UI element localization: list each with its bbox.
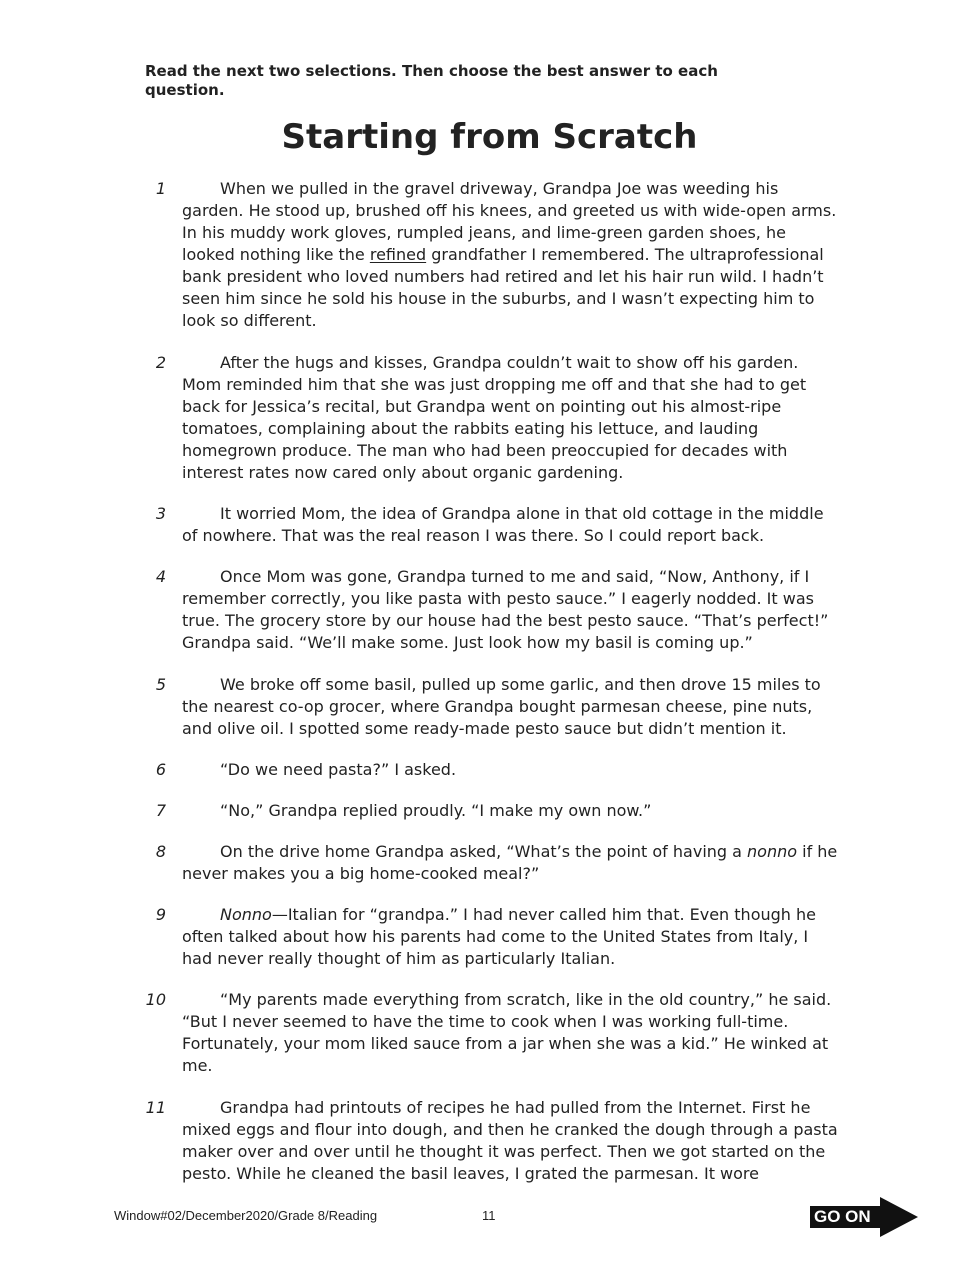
go-on-arrow xyxy=(810,1197,920,1237)
italic-word: Nonno xyxy=(220,905,272,924)
paragraph xyxy=(140,566,840,654)
paragraph-number: 8 xyxy=(155,842,166,861)
paragraph-text xyxy=(182,759,840,781)
paragraph-text-segment: “Do we need pasta?” I asked. xyxy=(220,760,457,779)
paragraph-number: 7 xyxy=(155,801,166,820)
go-on-label: GO ON xyxy=(814,1207,871,1226)
paragraph xyxy=(140,841,840,885)
paragraph xyxy=(140,674,840,740)
paragraph-number: 9 xyxy=(155,905,166,924)
paragraph xyxy=(140,1097,840,1185)
paragraph-text-segment: We broke off some basil, pulled up some garlic, and then drove 15 miles to the nearest co-op grocer, where Grandpa bought parmesan cheese, pine nuts, and olive oil. I spotted some ready-made pesto sauce but didn’t mention it. xyxy=(182,675,821,738)
paragraph-text xyxy=(182,352,840,484)
paragraph-text xyxy=(182,674,840,740)
paragraph-text-segment: if he never makes you a big home-cooked meal?” xyxy=(182,842,838,883)
paragraph xyxy=(140,800,840,822)
paragraph-text xyxy=(182,503,840,547)
paragraph-text xyxy=(182,178,840,332)
paragraph-text-segment: “My parents made everything from scratch, like in the old country,” he said. “But I never seemed to have the time to cook when I was working full-time. Fortunately, your mom liked sauce from a jar when she was a kid.” He winked at me. xyxy=(182,990,832,1075)
paragraph-text xyxy=(182,566,840,654)
paragraph-text-segment: Once Mom was gone, Grandpa turned to me and said, “Now, Anthony, if I remember correctly, you like pasta with pesto sauce.” I eagerly nodded. It was true. The grocery store by our house had the best pesto sauce. “That’s perfect!” Grandpa said. “We’ll make some. Just look how my basil is coming up.” xyxy=(182,567,829,652)
paragraph xyxy=(140,178,840,332)
paragraph xyxy=(140,503,840,547)
paragraph xyxy=(140,904,840,970)
paragraph-text xyxy=(182,904,840,970)
paragraph-text xyxy=(182,841,840,885)
paragraph xyxy=(140,759,840,781)
paragraph-number: 6 xyxy=(155,760,166,779)
paragraph-text-segment: grandfather I remembered. The ultraprofessional bank president who loved numbers had retired and let his hair run wild. I hadn’t seen him since he sold his house in the suburbs, and I wasn’t expecting him to look so different. xyxy=(182,245,824,330)
paragraph xyxy=(140,352,840,484)
paragraph-text-segment: It worried Mom, the idea of Grandpa alone in that old cottage in the middle of nowhere. That was the real reason I was there. So I could report back. xyxy=(182,504,824,545)
paragraph-text-segment: “No,” Grandpa replied proudly. “I make my own now.” xyxy=(220,801,652,820)
italic-word: nonno xyxy=(747,842,798,861)
paragraph-number: 1 xyxy=(155,179,166,198)
paragraph-text-segment: —Italian for “grandpa.” I had never called him that. Even though he often talked about how his parents had come to the United States from Italy, I had never really thought of him as particularly Italian. xyxy=(182,905,816,968)
underlined-word: refined xyxy=(369,245,427,264)
paragraph-number: 3 xyxy=(155,504,166,523)
paragraph-number: 2 xyxy=(155,353,166,372)
paragraph-text xyxy=(182,989,840,1077)
paragraph-number: 5 xyxy=(155,675,166,694)
paragraph xyxy=(140,989,840,1077)
paragraph-number: 11 xyxy=(145,1098,166,1117)
paragraph-text-segment: Grandpa had printouts of recipes he had pulled from the Internet. First he mixed eggs and flour into dough, and then he cranked the dough through a pasta maker over and over until he thought it was perfect. Then we got started on the pesto. While he cleaned the basil leaves, I grated the parmesan. It wore xyxy=(182,1098,838,1183)
paragraph-number: 4 xyxy=(155,567,166,586)
paragraph-text-segment: After the hugs and kisses, Grandpa couldn’t wait to show off his garden. Mom reminded him that she was just dropping me off and that she had to get back for Jessica’s recital, but Grandpa went on pointing out his almost-ripe tomatoes, complaining about the rabbits eating his lettuce, and lauding homegrown produce. The man who had been preoccupied for decades with interest rates now cared only about organic gardening. xyxy=(182,353,807,482)
paragraph-text-segment: On the drive home Grandpa asked, “What’s the point of having a xyxy=(220,842,748,861)
instructions: Read the next two selections. Then choose the best answer to each question. xyxy=(145,62,718,99)
passage-title: Starting from Scratch xyxy=(281,117,698,157)
paragraph-text-segment: When we pulled in the gravel driveway, Grandpa Joe was weeding his garden. He stood up, brushed off his knees, and greeted us with wide-open arms. In his muddy work gloves, rumpled jeans, and lime-green garden shoes, he looked nothing like the xyxy=(182,179,837,264)
paragraph-number: 10 xyxy=(145,990,166,1009)
page-number: 11 xyxy=(482,1208,496,1223)
footer-source: Window#02/December2020/Grade 8/Reading xyxy=(114,1208,378,1223)
paragraph-text xyxy=(182,800,840,822)
paragraph-text xyxy=(182,1097,840,1185)
